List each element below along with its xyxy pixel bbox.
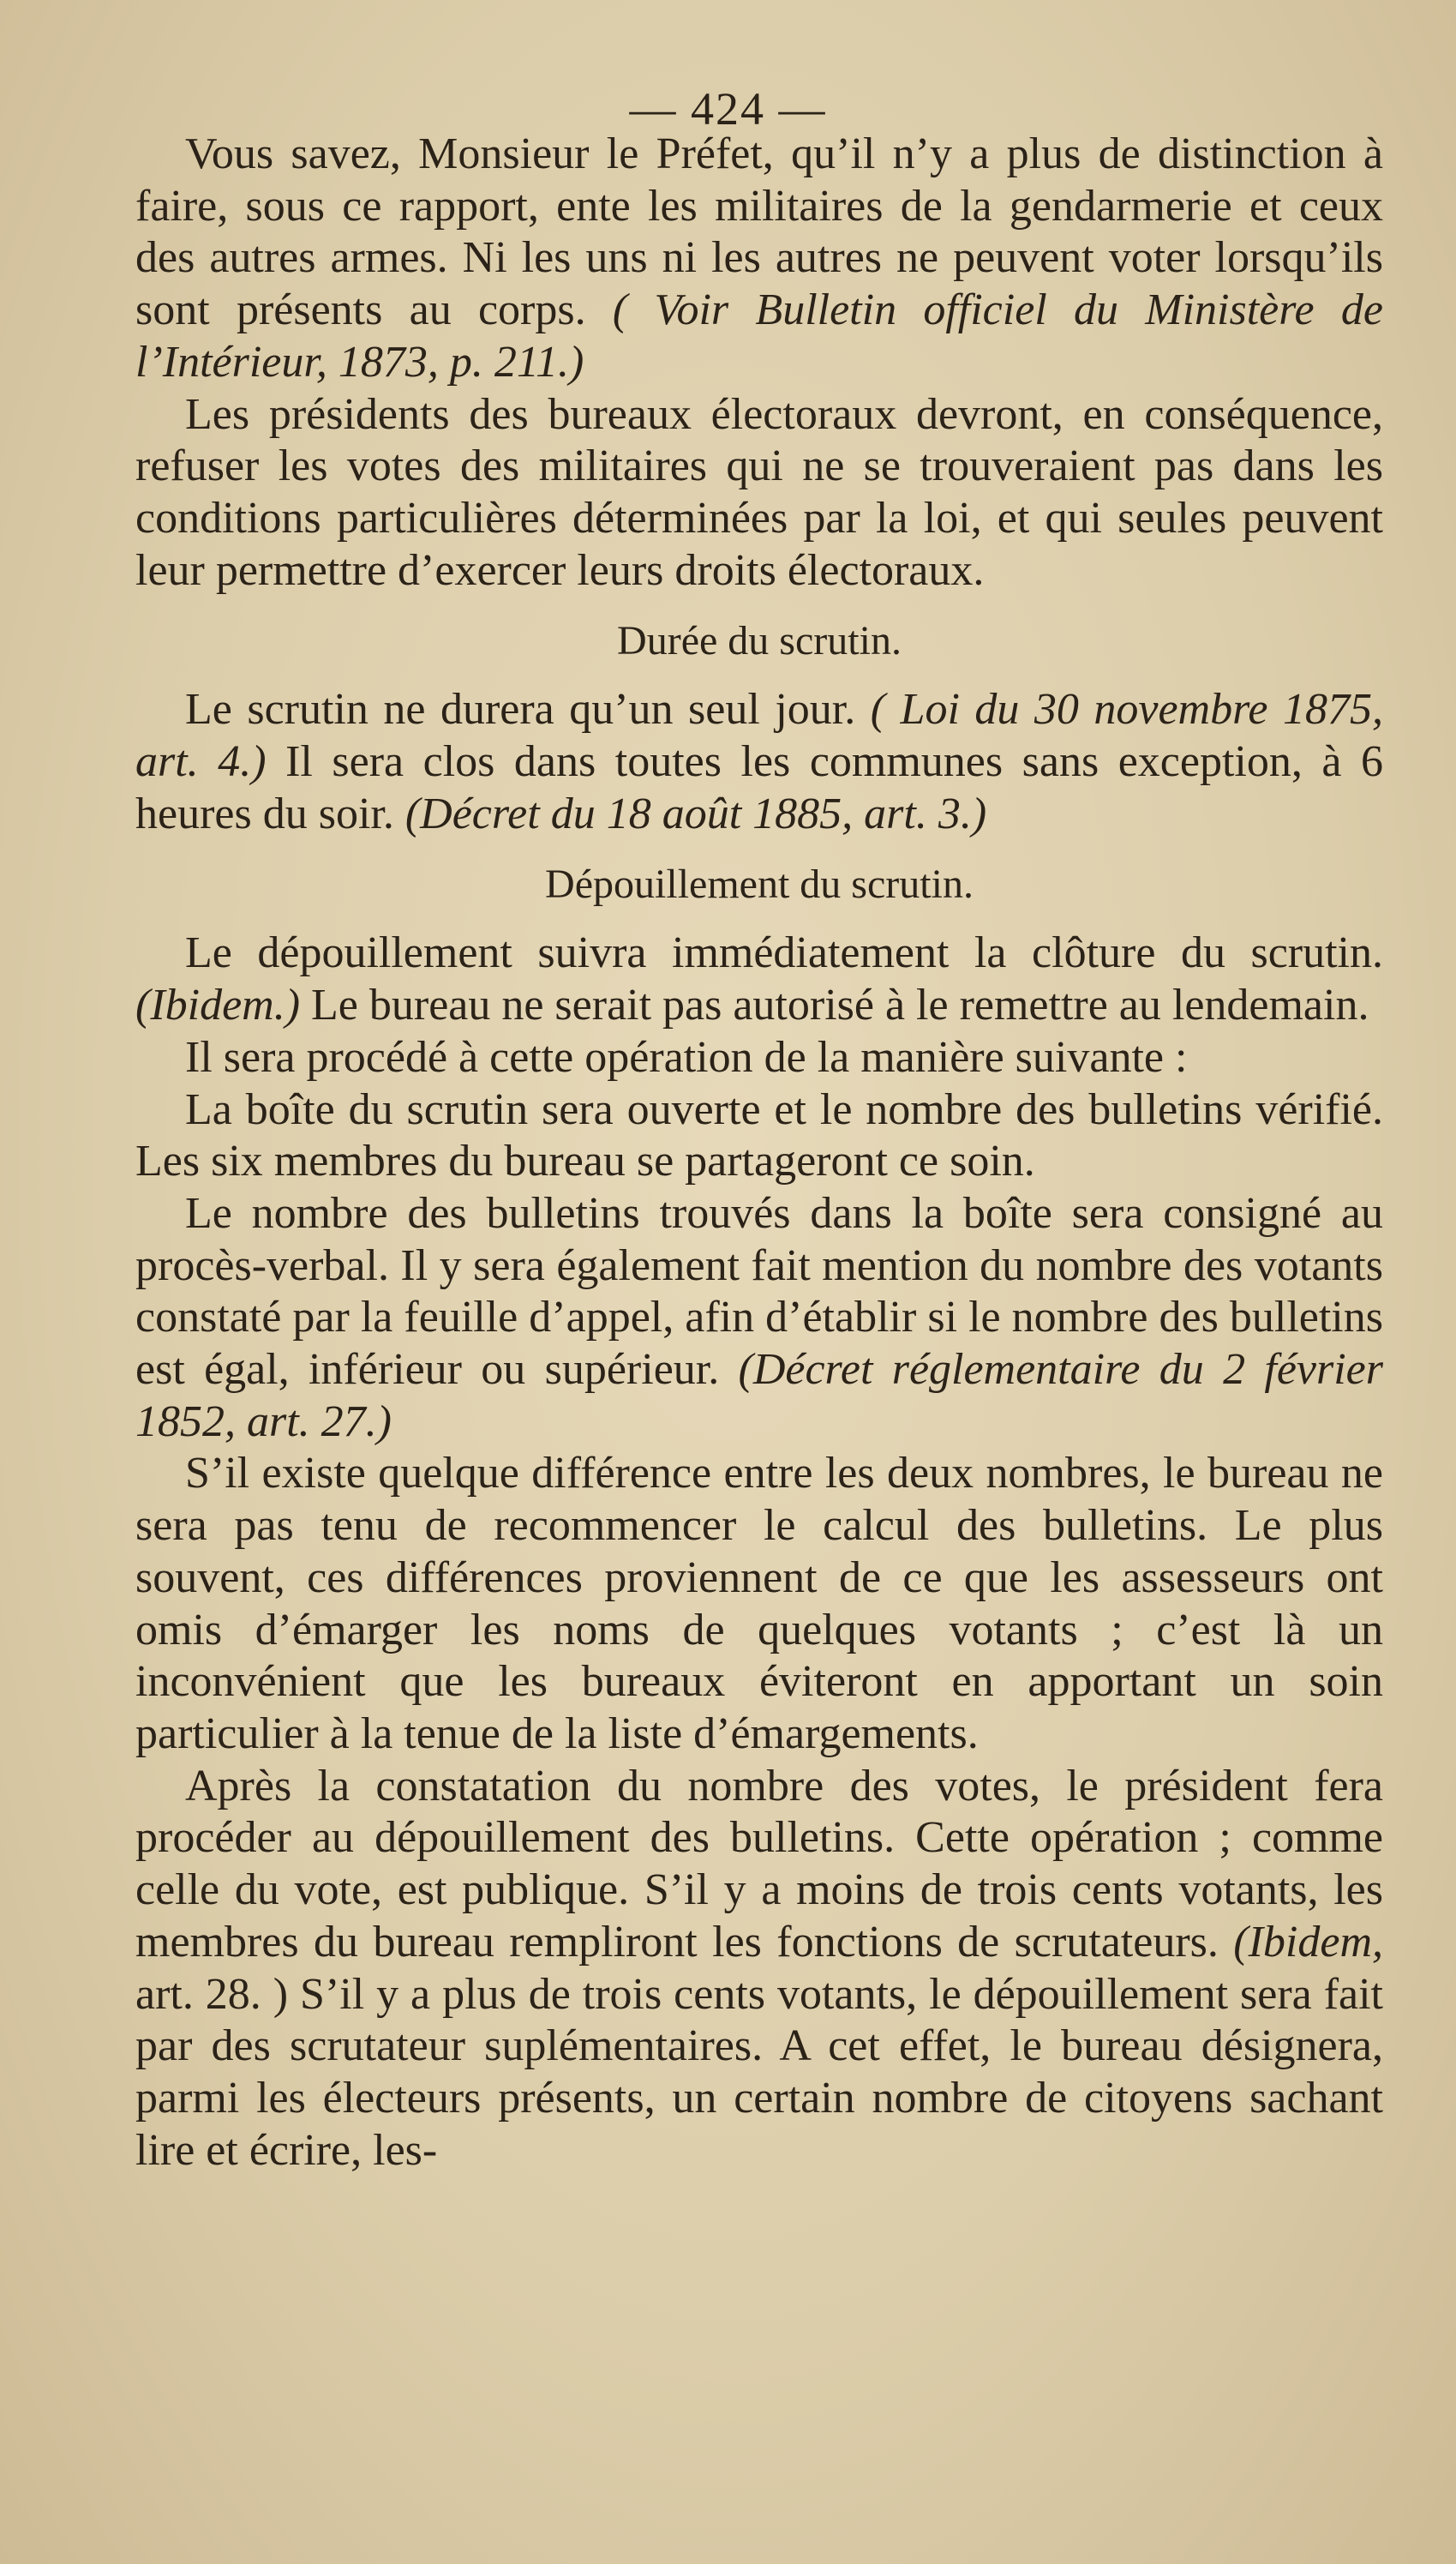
paragraph: Le scrutin ne durera qu’un seul jour. ( Loi du 30 novembre 1875, art. 4.) Il sera clos dans toutes les communes sans exception, à 6 heures du soir. (Décret du 18 août 1885, art. 3.) bbox=[135, 685, 1384, 838]
paragraph: Le dépouillement suivra immédiatement la clôture du scrutin. (Ibidem.) Le bureau ne serait pas autorisé à le remettre au lendemain. bbox=[135, 928, 1383, 1030]
paragraph: Après la constatation du nombre des votes, le président fera procéder au dépouillement des bulletins. Cette opération ; comme celle du vote, est publique. S’il y a moins de trois cents votants, les membres du bureau rempliront les fonctions de scrutateurs. (Ibidem, art. 28. ) S’il y a plus de trois cents votants, le dépouillement sera fait par des scrutateur suplémentaires. A cet effet, le bureau désignera, parmi les électeurs présents, un certain nombre de citoyens sachant lire et écrire, les- bbox=[135, 1761, 1383, 2175]
citation: (Décret du 18 août 1885, art. 3.) bbox=[404, 789, 987, 838]
citation: ( Voir Bulletin officiel du Ministère de l’Intérieur, 1873, p. 211.) bbox=[135, 285, 1383, 387]
section-heading-duree: Durée du scrutin. bbox=[617, 618, 902, 664]
citation: (Ibidem, bbox=[1233, 1917, 1383, 1967]
citation: ( Loi du 30 novembre 1875, art. 4.) bbox=[135, 685, 1383, 787]
paragraph: Les présidents des bureaux électoraux devront, en conséquence, refuser les votes des militaires qui ne se trouveraient pas dans les conditions particulières déterminées par la loi, et qui seules peuvent leur permettre d’exercer leurs droits électoraux. bbox=[135, 389, 1383, 595]
paragraph: Le nombre des bulletins trouvés dans la boîte sera consigné au procès-verbal. Il y sera également fait mention du nombre des votants constaté par la feuille d’appel, afin d’établir si le nombre des bulletins est égal, inférieur ou supérieur. (Décret réglementaire du 2 février 1852, art. 27.) bbox=[135, 1188, 1383, 1446]
citation: (Ibidem.) bbox=[135, 981, 301, 1030]
citation: (Décret réglementaire du 2 février 1852, art. 27.) bbox=[135, 1345, 1383, 1446]
paragraph: S’il existe quelque différence entre les deux nombres, le bureau ne sera pas tenu de recommencer le calcul des bulletins. Le plus souvent, ces différences proviennent de ce que les assesseurs ont omis d’émarger les noms de quelques votants ; c’est là un inconvénient que les bureaux éviteront en apportant un soin particulier à la tenue de la liste d’émargements. bbox=[135, 1449, 1383, 1758]
paragraph: La boîte du scrutin sera ouverte et le nombre des bulletins vérifié. Les six membres du bureau se partageront ce soin. bbox=[135, 1084, 1383, 1186]
paragraph: Il sera procédé à cette opération de la manière suivante : bbox=[185, 1032, 1188, 1082]
page-body bbox=[135, 129, 1383, 2177]
page-number: — 424 — bbox=[629, 83, 827, 135]
paragraph: Vous savez, Monsieur le Préfet, qu’il n’y a plus de distinction à faire, sous ce rapport, ente les militaires de la gendarmerie et ceux des autres armes. Ni les uns ni les autres ne peuvent voter lorsqu’ils sont présents au corps. ( Voir Bulletin officiel du Ministère de l’Intérieur, 1873, p. 211.) bbox=[135, 129, 1383, 387]
section-heading-depouillement: Dépouillement du scrutin. bbox=[545, 862, 974, 908]
